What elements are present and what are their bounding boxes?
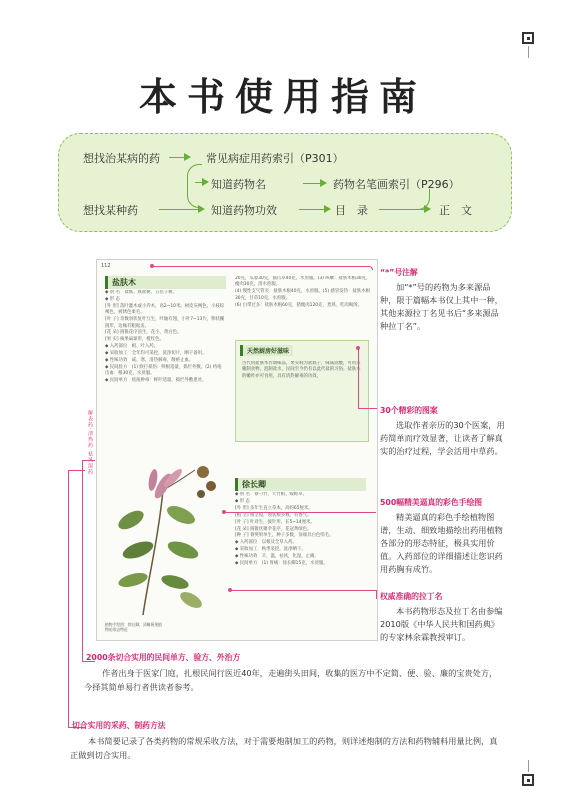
leader-line-6 [68, 470, 85, 728]
leader-line-2 [358, 348, 377, 409]
note-body-4: 本书药物形态及拉丁名由参编2010版《中华人民共和国药典》的专家林余霖教授审订。 [380, 606, 503, 642]
corner-mark-bottom-right [522, 774, 534, 786]
plant-illustration [103, 460, 228, 620]
case-box-title: 天然厨房好滋味 [240, 345, 293, 356]
flow-merge-curve [389, 189, 430, 210]
corner-mark-top-right [522, 32, 534, 44]
flow-arrow-1 [169, 157, 189, 158]
flow-disease-index: 常见病症用药索引（P301） [206, 152, 344, 165]
entry1-title: 盐肤木 [105, 276, 226, 289]
page-title: 本书使用指南 [138, 74, 427, 119]
flow-know-effect: 知道药物功效 [211, 204, 277, 217]
side-tab-text: 解表药·清热药·祛风湿药 [87, 410, 93, 476]
bottom-title-2: 切合实用的采药、制药方法 [72, 721, 166, 730]
col2-text: 20克，瓜蒌30克，猫爪草40克，水煎服。(3) 咳嗽：盐肤木根30克，瘦肉30克，清水煎服。 (4) 慢性支气管炎：盐肤木根40克，水煎服。(5) 感冒发热：盐肤木根30克，甘草10克，水煎服。 (6) 白带过多：盐肤木根60克，猪瘦肉120克，煮熟，吃肉喝汤。 [235, 276, 371, 308]
flow-main-text: 正 文 [439, 204, 472, 217]
page-number: 112 [101, 263, 111, 269]
bottom-body-2: 本书简要记录了各类药物的常规采收方法，对于需要炮制加工的药物，则详述炮制的方法和药物辅料用量比例，真正做到切合实用。 [70, 736, 498, 760]
note-body-2: 选取作者亲历的30个医案，用药简单而疗效显著，让读者了解真实的治疗过程，学会活用中草药。 [380, 420, 505, 456]
flow-arrow-5 [299, 209, 329, 210]
flow-arrow-2 [195, 182, 207, 183]
flow-find-disease: 想找治某病的药 [83, 152, 160, 165]
case-box-text: 古代用盐肤木作调味品，果实称为盐麸子，味咸而酸，可用来腌制食物、泡制盐水，民间至今仍有以此代盐的习俗。盐肤木的嫩叶亦可食用，具有清热解毒的功效。 [242, 361, 361, 379]
bottom-body-1: 作者出身于医家门庭，扎根民间行医近40年，走遍街头田间，收集的医方中不定简、便、验、廉的宝贵处方，今择其简单易行者供读者参考。 [84, 668, 498, 692]
leader-line-4 [230, 590, 377, 599]
flow-know-name: 知道药物名 [211, 178, 266, 191]
leader-dot-4 [228, 588, 232, 592]
flow-arrow-4 [159, 209, 203, 210]
flow-arrow-3 [303, 183, 325, 184]
entry1-text: ◆ 别 名 盐麸、麸盐树、五倍子树。 ◆ 形 态 [外 形] 落叶灌木或小乔木，高2~10米。树皮灰褐色，小枝棕褐色，被锈色柔毛。 [叶 子] 奇数羽状复叶互生，叶轴有翅，小叶7~13片，卵状椭圆形，边缘有粗锯齿。 [花 朵] 圆锥花序顶生，花小，黄白色。 [果 实] 核果扁球形，橙红色。 ◆ 入药部位 根、叶入药。 ◆ 采收加工 全年均可采挖，洗净切片，晒干备用。 ◆ 性味功效 咸、寒，清热解毒，散瘀止血。 ◆ 民间验方 (1) 跌打损伤：鲜根适量，捣烂外敷。(2) 痔疮出血：根30克，水煎服。 ◆ 民间单方 疮疡肿毒：鲜叶适量，捣烂外敷患处。 [105, 290, 225, 384]
bottom-title-1: 2000条切合实用的民间单方、验方、外治方 [86, 653, 241, 662]
note-title-1: “*”号注解 [380, 268, 418, 277]
case-box [235, 340, 369, 442]
note-body-3: 精美逼真的彩色手绘植物图谱，生动、细致地描绘出药用植物各部分的形态特征，极具实用价值。入药部位的详细描述让您识药用药胸有成竹。 [380, 512, 503, 574]
flow-chart [58, 133, 512, 232]
leader-dot-3 [222, 510, 226, 514]
edge-line-top [528, 46, 529, 58]
leader-dot-2 [356, 346, 360, 350]
flow-find-drug: 想找某种药 [83, 204, 138, 217]
illustration-caption: 植物手绘图：徐长卿，清晰展现植物的形态特征 [105, 622, 162, 632]
flow-branch-curve [187, 164, 202, 208]
entry2-text: ◆ 别 名 寮刁竹、天竹根、蜈蚣草。 ◆ 形 态 [外 形] 多年生直立草本，高约65厘米。 [根 茎] 根茎短，须状根多数，有香气。 [叶 子] 叶对生，披针形，长5~14厘米。 [花 朵] 圆锥状聚伞花序，花冠黄绿色。 [种 子] 蓇葖果单生，种子多数，顶端具白色绢毛。 ◆ 入药部位 以根及全草入药。 ◆ 采收加工 秋季采挖，洗净晒干。 ◆ 性味功效 辛，温，祛风，化湿，止痛。 ◆ 民间单方 (1) 胃痛：徐长卿15克，水煎服。 [235, 492, 334, 567]
entry2-title: 徐长卿 [235, 478, 366, 491]
sample-page [87, 259, 378, 641]
leader-line-3 [224, 512, 376, 514]
note-title-4: 权威准确的拉丁名 [380, 592, 443, 601]
leader-dot-1 [150, 264, 154, 268]
note-title-3: 500幅精美逼真的彩色手绘图 [380, 498, 483, 507]
flow-stroke-index: 药物名笔画索引（P296） [333, 178, 460, 191]
edge-line-bottom [528, 760, 529, 772]
leader-line-1 [152, 266, 373, 270]
flow-contents: 目 录 [335, 204, 368, 217]
note-body-1: 加“*”号的药物为多来源品种，限于篇幅本书仅上其中一种，其他来源拉丁名见书后“多来源品种拉丁名”。 [380, 282, 503, 331]
note-title-2: 30个精彩的图案 [380, 406, 438, 415]
